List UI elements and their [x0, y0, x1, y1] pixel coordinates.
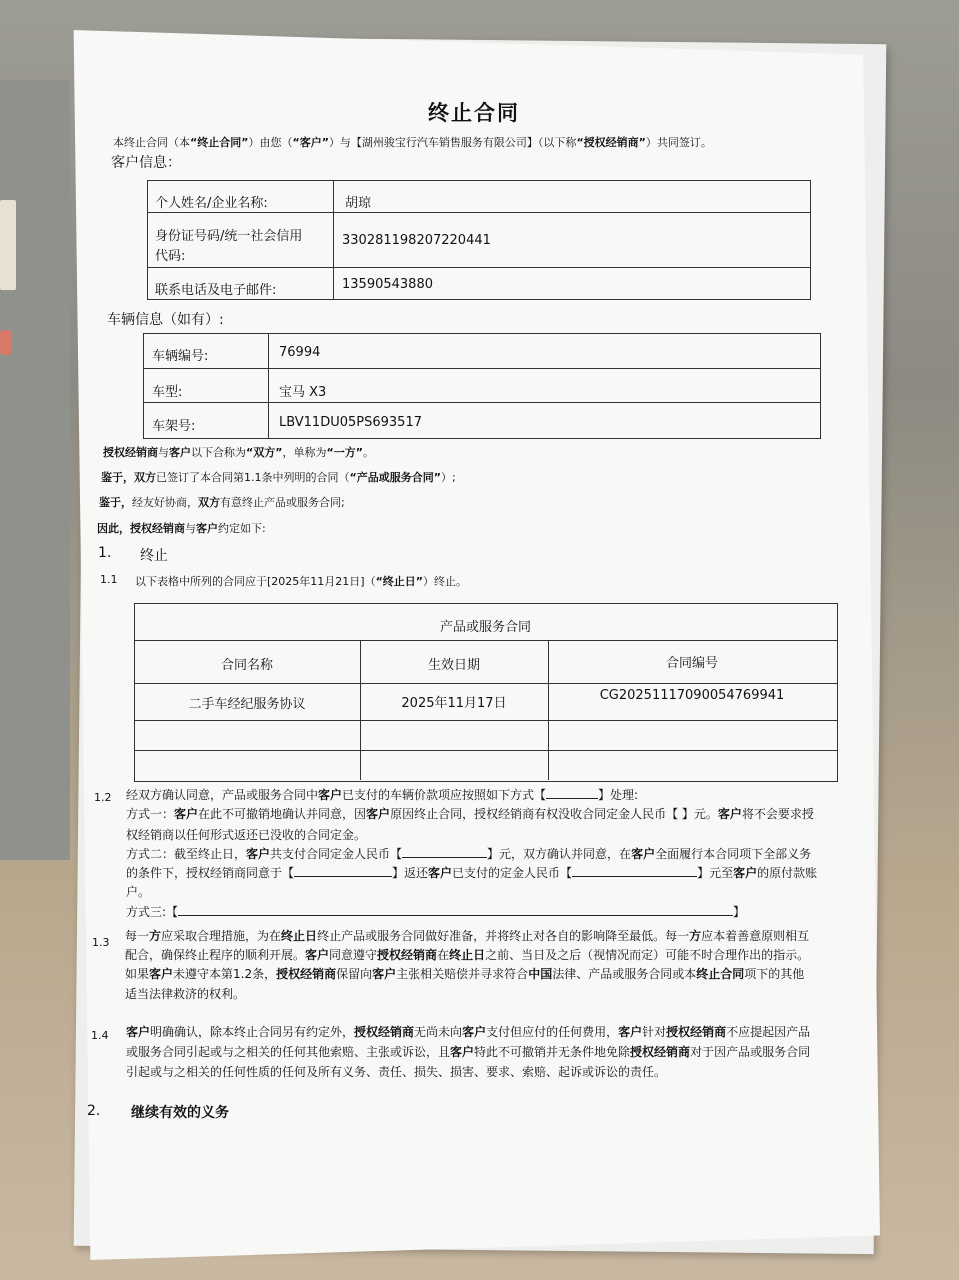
vehicle-table [143, 333, 821, 439]
clause-1-4-line1: 客户明确确认，除本终止合同另有约定外，授权经销商无尚未向客户支付但应付的任何费用，客户针对授权经销商不应提起因产品 [126, 1025, 811, 1039]
header-contract-number: 合同编号 [665, 656, 718, 671]
vehicle-model-label: 车型: [152, 385, 183, 400]
clause-1-1-text: 以下表格中所列的合同应于[2025年11月21日]（“终止日”）终止。 [135, 575, 468, 588]
method-1-line1: 方式一：客户在此不可撤销地确认并同意，因客户原因终止合同，授权经销商有权没收合同定金人民币【 】元。客户将不会要求授 [126, 807, 814, 821]
id-number-label-2: 代码: [155, 249, 186, 264]
method-2-line2: 的条件下，授权经销商同意于【 】返还客户已支付的定金人民币【 】元至客户的原付款账 [126, 866, 818, 880]
clause-1-3-line2: 配合，确保终止程序的顺利开展。客户同意遵守授权经销商在终止日之前、当日及之后（视情况而定）可能不时合理作出的指示。 [125, 948, 810, 962]
clause-1-3-line3: 如果客户未遵守本第1.2条，授权经销商保留向客户主张相关赔偿并寻求符合中国法律、产品或服务合同或本终止合同项下的其他 [125, 967, 805, 981]
vehicle-number-value: 76994 [279, 345, 321, 360]
method-3: 方式三:【 】 [126, 905, 746, 919]
method-2-line1: 方式二：截至终止日，客户共支付合同定金人民币【 】元，双方确认并同意，在客户全面履行本合同项下全部义务 [126, 847, 812, 861]
id-number-value: 330281198207220441 [342, 233, 491, 248]
left-wall [0, 80, 70, 860]
vehicle-model-value: 宝马 X3 [279, 385, 327, 400]
contact-label: 联系电话及电子邮件: [155, 283, 277, 298]
clause-1-3-line4: 适当法律救济的权利。 [125, 987, 246, 1001]
header-effective-date: 生效日期 [427, 658, 480, 673]
clause-1-1-number: 1.1 [100, 573, 118, 586]
recital-whereas-1: 鉴于，双方已签订了本合同第1.1条中列明的合同（“产品或服务合同”）; [101, 471, 456, 484]
row1-contract-name: 二手车经纪服务协议 [188, 697, 306, 712]
vin-value: LBV11DU05PS693517 [279, 415, 422, 430]
section-2-title: 继续有效的义务 [131, 1105, 229, 1121]
sticker-left [0, 200, 16, 290]
row1-effective-date: 2025年11月17日 [401, 696, 507, 711]
contact-value: 13590543880 [342, 277, 433, 292]
intro-paragraph: 本终止合同（本“终止合同”）由您（“客户”）与【湖州骏宝行汽车销售服务有限公司】（以下称“授权经销商”）共同签订。 [113, 136, 712, 149]
section-2-number: 2. [87, 1103, 101, 1119]
section-1-number: 1. [98, 545, 112, 561]
clause-1-2-line1: 经双方确认同意，产品或服务合同中客户已支付的车辆价款项应按照如下方式【 】处理: [126, 788, 639, 802]
vehicle-number-label: 车辆编号: [152, 349, 209, 364]
recital-parties: 授权经销商与客户以下合称为“双方”，单称为“一方”。 [103, 446, 374, 459]
method-2-line3: 户。 [126, 885, 151, 899]
customer-name-label: 个人姓名/企业名称: [155, 196, 268, 211]
customer-name-value: 胡琼 [345, 196, 372, 211]
vehicle-heading: 车辆信息（如有）: [107, 312, 224, 328]
header-contract-name: 合同名称 [220, 658, 273, 673]
customer-heading: 客户信息： [111, 155, 181, 171]
clause-1-4-line3: 引起或与之相关的任何性质的任何及所有义务、责任、损失、损害、要求、索赔、起诉或诉讼的责任。 [126, 1065, 667, 1079]
id-number-label-1: 身份证号码/统一社会信用 [155, 229, 303, 244]
contract-table-caption: 产品或服务合同 [439, 620, 531, 635]
vin-label: 车架号: [152, 419, 196, 434]
recital-therefore: 因此，授权经销商与客户约定如下: [97, 522, 266, 535]
clause-1-4-line2: 或服务合同引起或与之相关的任何其他索赔、主张或诉讼，且客户特此不可撤销并无条件地免除授权经销商对于因产品或服务合同 [126, 1045, 811, 1059]
document-title: 终止合同 [428, 101, 520, 125]
clause-1-2-number: 1.2 [94, 791, 112, 804]
clause-1-3-line1: 每一方应采取合理措施，为在终止日终止产品或服务合同做好准备，并将终止对各自的影响降至最低。每一方应本着善意原则相互 [125, 929, 810, 943]
clause-1-3-number: 1.3 [92, 936, 110, 949]
section-1-title: 终止 [140, 548, 168, 564]
clause-1-4-number: 1.4 [91, 1029, 109, 1042]
sticker-red [0, 330, 12, 355]
row1-contract-number: CG20251117090054769941 [599, 688, 785, 703]
method-1-line2: 权经销商以任何形式返还已没收的合同定金。 [126, 828, 367, 842]
recital-whereas-2: 鉴于，经友好协商，双方有意终止产品或服务合同; [99, 496, 345, 509]
